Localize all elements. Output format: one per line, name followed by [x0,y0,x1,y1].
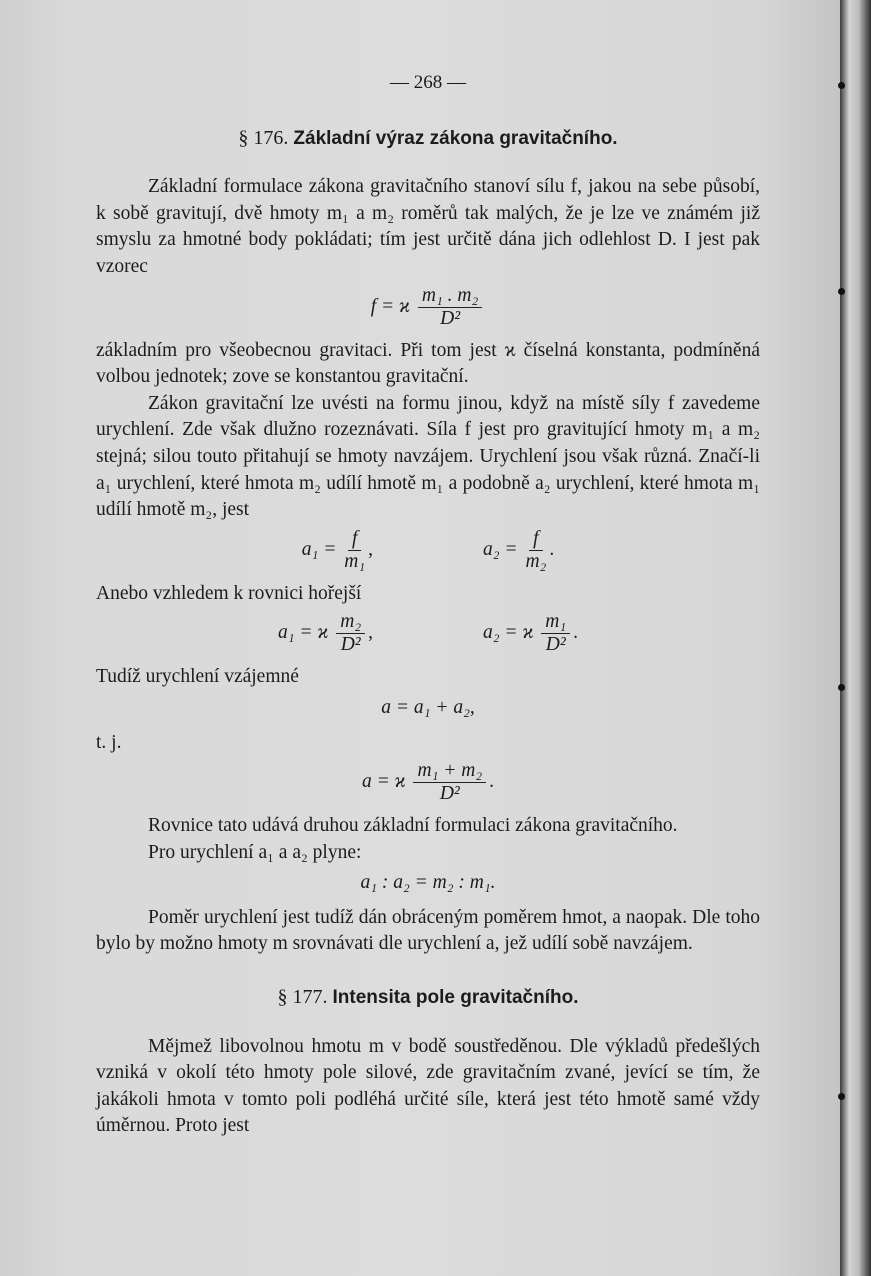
eq2-right-tail: . [549,538,555,560]
eq5-numerator: m₁ + m₂ [413,760,486,783]
equation-newton-law [96,285,760,330]
eq5-denominator: D² [439,783,460,805]
eq2-left [302,528,373,573]
eq2-left-tail: , [368,538,373,560]
binding-stitch [838,288,845,295]
eq1-lhs: f = ϰ [370,295,411,317]
paragraph-5: Tudíž urychlení vzájemné [96,666,299,688]
eq5-lhs: a = ϰ [361,771,406,793]
equation-accelerations-kappa [96,611,760,656]
eq2-right-lhs: a₂ = [483,538,518,560]
eq3-right-numerator: m₁ [541,611,570,634]
binding-stitch [838,684,845,691]
eq3-left-fraction [336,611,365,656]
eq3-left-numerator: m₂ [336,611,365,634]
paragraph-3: Zákon gravitační lze uvésti na formu jinou, když na místě síly f zavedeme urychlení. Zde však dlužno rozeznávati. Síla f jest pro gravitující hmoty m₁ a m₂ stejná; silou touto přitahují se hmoty navzájem. Urychlení jsou však různá. Značí-li a₁ urychlení, které hmota m₂ udílí hmotě m₁ a podobně a₂ urychlení, které hmota m₁ udílí hmotě m₂, jest [96,392,760,521]
eq1-fraction [418,285,482,330]
eq3-right-lhs: a₂ = ϰ [483,622,534,644]
page-content [96,70,760,1140]
paragraph-4: Anebo vzhledem k rovnici hořejší [96,582,362,604]
binding-stitch [838,1093,845,1100]
eq1-numerator: m₁ . m₂ [418,285,482,308]
eq2-right [483,528,554,573]
eq3-left-tail: , [368,622,373,644]
section-176-title: Základní výraz zákona gravitačního. [293,127,618,149]
paragraph-tj: t. j. [96,731,122,753]
section-176-heading [96,125,760,153]
equation-accelerations [96,528,760,573]
book-binding-edge [840,0,871,1276]
page-number: — 268 — [390,72,466,93]
eq3-left-denominator: D² [340,634,361,656]
eq3-right [483,611,578,656]
eq3-left-lhs: a₁ = ϰ [277,622,329,644]
equation-ratio: a₁ : a₂ = m₂ : m₁. [360,872,496,894]
eq2-left-numerator: f [348,528,361,551]
section-176-number: § 176. [238,126,289,149]
eq3-right-denominator: D² [545,634,566,656]
eq3-right-fraction [541,611,570,656]
eq3-left [278,611,373,656]
paragraph-1: Základní formulace zákona gravitačního stanoví sílu f, jakou na sebe působí, k sobě gravitují, dvě hmoty m₁ a m₂ roměrů tak malých, že je lze ve známém již smyslu za hmotné body pokládati; tím jest určitě dána jich odlehlost D. I jest pak vzorec [96,176,760,277]
eq5-tail: . [489,771,494,793]
eq5-fraction [413,760,486,805]
eq2-right-fraction [525,528,546,573]
section-177-heading [96,984,760,1012]
section-177-title: Intensita pole gravitačního. [332,987,579,1009]
paragraph-9: Mějmež libovolnou hmotu m v bodě soustředěnou. Dle výkladů předešlých vzniká v okolí této hmoty pole silové, zde gravitačním zvané, jevící se tím, že jakákoli hmota v tomto poli podléhá určité síle, která jest této hmotě samé vždy úměrnou. Proto jest [96,1035,760,1137]
binding-stitch [838,82,845,89]
equation-mutual-acceleration: a = a₁ + a₂, [381,696,475,718]
equation-total-acceleration [96,760,760,805]
eq3-right-tail: . [573,622,579,644]
paragraph-2: základním pro všeobecnou gravitaci. Při tom jest ϰ číselná konstanta, podmíněná volbou jednotek; zove se konstantou gravitační. [96,339,760,388]
paragraph-6: Rovnice tato udává druhou základní formulaci zákona gravitačního. [148,815,678,837]
paragraph-8: Poměr urychlení jest tudíž dán obráceným poměrem hmot, a naopak. Dle toho bylo by možno hmoty m srovnávati dle urychlení a, jež udílí sobě navzájem. [96,906,760,955]
eq2-left-lhs: a₁ = [301,538,337,560]
eq2-right-denominator: m₂ [525,550,547,572]
eq2-left-fraction [344,528,365,573]
section-177-number: § 177. [277,986,328,1009]
paragraph-7: Pro urychlení a₁ a a₂ plyne: [148,841,362,863]
eq1-denominator: D² [440,307,461,329]
eq2-left-denominator: m₁ [344,550,366,572]
eq2-right-numerator: f [529,528,542,551]
